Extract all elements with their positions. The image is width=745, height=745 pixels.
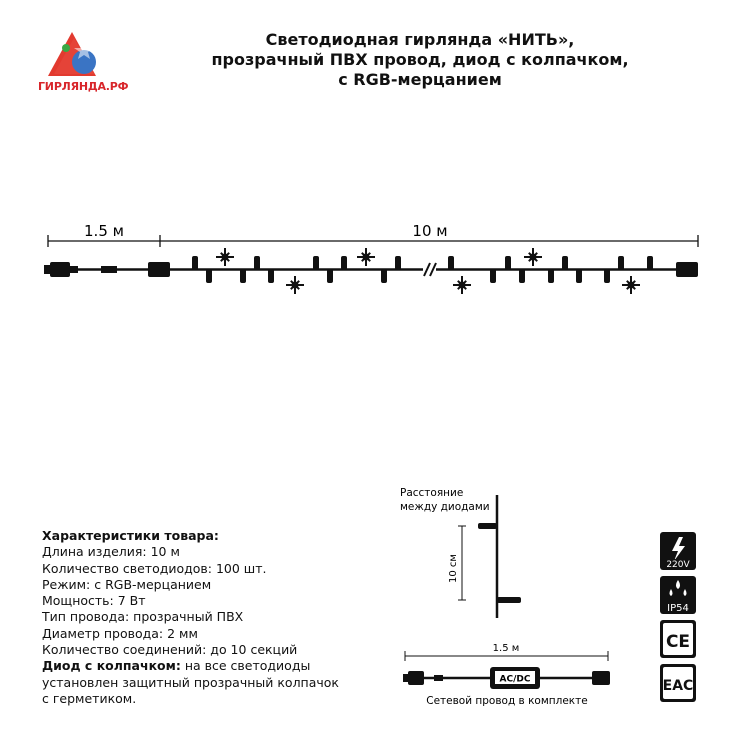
- twinkle-led-icon: [286, 276, 304, 294]
- title-line-2: прозрачный ПВХ провод, диод с колпачком,: [211, 50, 629, 69]
- badge-ce: [660, 620, 696, 658]
- detail-led-top: [478, 523, 497, 529]
- spec-line: Диаметр провода: 2 мм: [42, 625, 198, 641]
- spacing-value-label: 10 см: [448, 554, 459, 583]
- cap-note-heading: Диод с колпачком:: [42, 658, 181, 674]
- badge-voltage: [660, 532, 696, 570]
- plug-connector: [44, 262, 78, 277]
- cap-note-line: с герметиком.: [42, 690, 137, 706]
- power-cord-caption: Сетевой провод в комплекте: [426, 695, 588, 707]
- spacing-label-line2: между диодами: [400, 501, 490, 513]
- spec-line: Мощность: 7 Вт: [42, 593, 146, 609]
- cap-note: [42, 658, 382, 674]
- spec-line: Количество светодиодов: 100 шт.: [42, 560, 267, 576]
- cap-note-line: установлен защитный прозрачный колпачок: [42, 674, 339, 690]
- power-cord-length-label: 1.5 м: [492, 643, 520, 654]
- specs-block: [42, 528, 382, 707]
- spec-line: Длина изделия: 10 м: [42, 544, 180, 560]
- twinkle-led-icon: [524, 248, 542, 266]
- spacing-detail: [400, 487, 521, 618]
- title-line-1: Светодиодная гирлянда «НИТЬ»,: [265, 30, 575, 49]
- led-group-up: [192, 256, 653, 270]
- logo-brand-text: ГИРЛЯНДА.РФ: [38, 80, 129, 93]
- break-mark: [424, 263, 436, 276]
- ce-mark-icon: CE: [665, 632, 691, 652]
- length-dimension: [48, 235, 698, 247]
- spacing-label-line1: Расстояние: [400, 487, 464, 499]
- lead-length-label: 1.5 м: [84, 222, 124, 240]
- cap-note-text: на все светодиоды: [180, 658, 311, 674]
- eac-mark-icon: EAC: [662, 678, 694, 694]
- power-cord-detail: [403, 643, 610, 707]
- voltage-text: 220V: [666, 560, 690, 570]
- twinkle-led-icon: [216, 248, 234, 266]
- twinkle-led-icon: [622, 276, 640, 294]
- twinkle-led-icon: [453, 276, 471, 294]
- garland-string: [44, 248, 698, 294]
- spec-line: Количество соединений: до 10 секций: [42, 642, 298, 658]
- start-connector: [148, 262, 170, 277]
- cord-connector: [592, 671, 610, 685]
- spacing-dimension: [458, 526, 466, 600]
- badge-eac: [660, 664, 696, 702]
- protection-text: IP54: [667, 603, 689, 614]
- twinkle-led-icon: [357, 248, 375, 266]
- specs-heading: Характеристики товара:: [42, 528, 219, 543]
- badge-protection: [660, 576, 696, 614]
- adapter-label: AC/DC: [499, 674, 531, 685]
- detail-led-bottom: [497, 597, 521, 603]
- spec-line: Режим: с RGB-мерцанием: [42, 576, 212, 592]
- end-connector: [676, 262, 698, 277]
- power-plug-icon: [408, 671, 424, 685]
- spec-line: Тип провода: прозрачный ПВХ: [42, 609, 244, 625]
- string-length-label: 10 м: [412, 222, 448, 240]
- led-group-down: [206, 269, 610, 283]
- title-line-3: с RGB-мерцанием: [338, 70, 502, 89]
